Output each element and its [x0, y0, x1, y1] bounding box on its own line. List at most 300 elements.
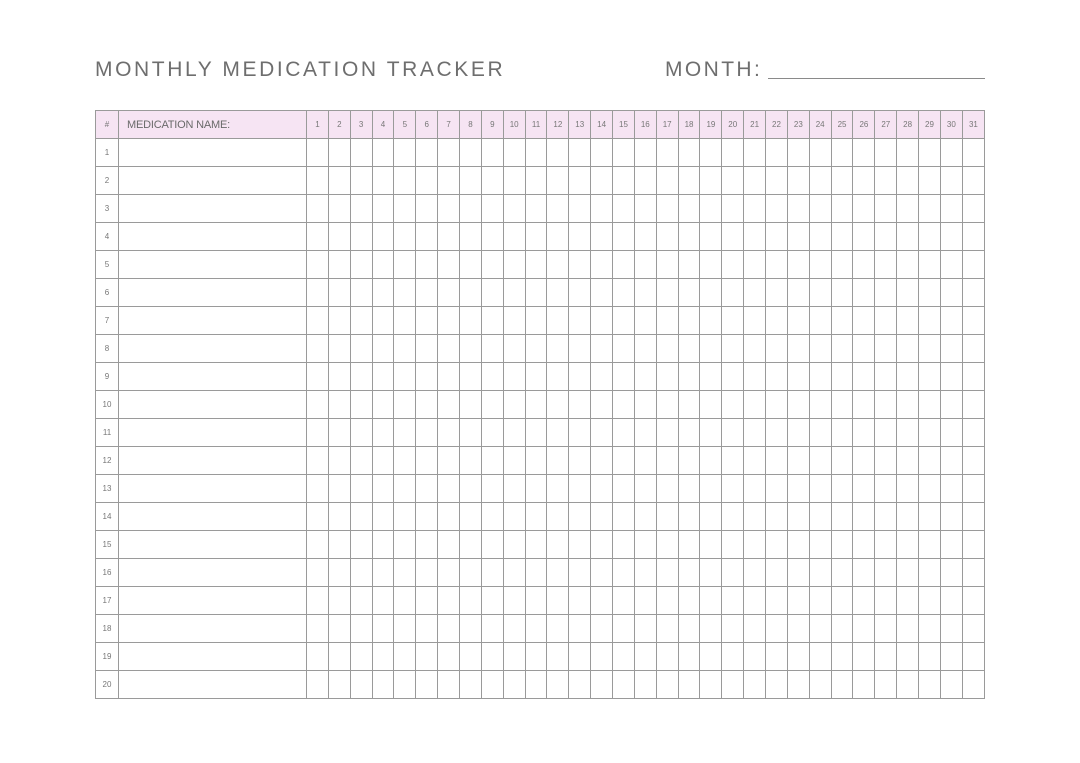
- day-check-cell[interactable]: [656, 671, 678, 699]
- day-check-cell[interactable]: [613, 391, 635, 419]
- day-check-cell[interactable]: [503, 391, 525, 419]
- day-check-cell[interactable]: [809, 531, 831, 559]
- day-check-cell[interactable]: [831, 587, 853, 615]
- day-check-cell[interactable]: [525, 167, 547, 195]
- day-check-cell[interactable]: [656, 475, 678, 503]
- day-check-cell[interactable]: [897, 279, 919, 307]
- day-check-cell[interactable]: [307, 447, 329, 475]
- day-check-cell[interactable]: [503, 671, 525, 699]
- day-check-cell[interactable]: [962, 475, 984, 503]
- day-check-cell[interactable]: [831, 475, 853, 503]
- day-check-cell[interactable]: [613, 195, 635, 223]
- day-check-cell[interactable]: [460, 167, 482, 195]
- medication-name-cell[interactable]: [119, 391, 307, 419]
- day-check-cell[interactable]: [766, 391, 788, 419]
- day-check-cell[interactable]: [831, 615, 853, 643]
- day-check-cell[interactable]: [591, 671, 613, 699]
- day-check-cell[interactable]: [591, 391, 613, 419]
- day-check-cell[interactable]: [678, 559, 700, 587]
- day-check-cell[interactable]: [831, 139, 853, 167]
- day-check-cell[interactable]: [372, 195, 394, 223]
- day-check-cell[interactable]: [787, 139, 809, 167]
- day-check-cell[interactable]: [962, 195, 984, 223]
- medication-name-cell[interactable]: [119, 447, 307, 475]
- day-check-cell[interactable]: [613, 251, 635, 279]
- day-check-cell[interactable]: [787, 391, 809, 419]
- day-check-cell[interactable]: [350, 447, 372, 475]
- day-check-cell[interactable]: [962, 419, 984, 447]
- day-check-cell[interactable]: [634, 503, 656, 531]
- day-check-cell[interactable]: [875, 475, 897, 503]
- day-check-cell[interactable]: [460, 503, 482, 531]
- day-check-cell[interactable]: [897, 419, 919, 447]
- day-check-cell[interactable]: [700, 195, 722, 223]
- day-check-cell[interactable]: [766, 643, 788, 671]
- day-check-cell[interactable]: [350, 419, 372, 447]
- day-check-cell[interactable]: [372, 139, 394, 167]
- day-check-cell[interactable]: [744, 223, 766, 251]
- day-check-cell[interactable]: [438, 195, 460, 223]
- day-check-cell[interactable]: [962, 391, 984, 419]
- day-check-cell[interactable]: [678, 335, 700, 363]
- day-check-cell[interactable]: [787, 475, 809, 503]
- day-check-cell[interactable]: [656, 503, 678, 531]
- day-check-cell[interactable]: [416, 139, 438, 167]
- day-check-cell[interactable]: [569, 615, 591, 643]
- day-check-cell[interactable]: [919, 615, 941, 643]
- day-check-cell[interactable]: [460, 643, 482, 671]
- day-check-cell[interactable]: [350, 615, 372, 643]
- day-check-cell[interactable]: [481, 671, 503, 699]
- day-check-cell[interactable]: [744, 363, 766, 391]
- day-check-cell[interactable]: [613, 279, 635, 307]
- day-check-cell[interactable]: [831, 167, 853, 195]
- day-check-cell[interactable]: [372, 223, 394, 251]
- day-check-cell[interactable]: [766, 363, 788, 391]
- day-check-cell[interactable]: [460, 391, 482, 419]
- day-check-cell[interactable]: [591, 419, 613, 447]
- day-check-cell[interactable]: [809, 419, 831, 447]
- day-check-cell[interactable]: [350, 279, 372, 307]
- day-check-cell[interactable]: [328, 139, 350, 167]
- day-check-cell[interactable]: [416, 559, 438, 587]
- day-check-cell[interactable]: [634, 279, 656, 307]
- day-check-cell[interactable]: [372, 167, 394, 195]
- day-check-cell[interactable]: [875, 335, 897, 363]
- day-check-cell[interactable]: [525, 531, 547, 559]
- day-check-cell[interactable]: [897, 503, 919, 531]
- day-check-cell[interactable]: [328, 419, 350, 447]
- day-check-cell[interactable]: [656, 559, 678, 587]
- day-check-cell[interactable]: [897, 447, 919, 475]
- day-check-cell[interactable]: [940, 251, 962, 279]
- day-check-cell[interactable]: [350, 335, 372, 363]
- day-check-cell[interactable]: [503, 167, 525, 195]
- day-check-cell[interactable]: [962, 643, 984, 671]
- day-check-cell[interactable]: [591, 475, 613, 503]
- day-check-cell[interactable]: [766, 335, 788, 363]
- day-check-cell[interactable]: [897, 391, 919, 419]
- day-check-cell[interactable]: [460, 615, 482, 643]
- day-check-cell[interactable]: [328, 559, 350, 587]
- day-check-cell[interactable]: [875, 223, 897, 251]
- day-check-cell[interactable]: [481, 363, 503, 391]
- day-check-cell[interactable]: [809, 615, 831, 643]
- day-check-cell[interactable]: [525, 251, 547, 279]
- day-check-cell[interactable]: [722, 139, 744, 167]
- day-check-cell[interactable]: [634, 223, 656, 251]
- day-check-cell[interactable]: [481, 587, 503, 615]
- day-check-cell[interactable]: [766, 419, 788, 447]
- day-check-cell[interactable]: [503, 307, 525, 335]
- day-check-cell[interactable]: [897, 363, 919, 391]
- day-check-cell[interactable]: [372, 615, 394, 643]
- day-check-cell[interactable]: [678, 139, 700, 167]
- day-check-cell[interactable]: [897, 195, 919, 223]
- day-check-cell[interactable]: [481, 335, 503, 363]
- day-check-cell[interactable]: [787, 559, 809, 587]
- day-check-cell[interactable]: [897, 139, 919, 167]
- day-check-cell[interactable]: [962, 671, 984, 699]
- day-check-cell[interactable]: [503, 419, 525, 447]
- day-check-cell[interactable]: [940, 587, 962, 615]
- day-check-cell[interactable]: [350, 363, 372, 391]
- day-check-cell[interactable]: [372, 475, 394, 503]
- day-check-cell[interactable]: [853, 531, 875, 559]
- day-check-cell[interactable]: [766, 447, 788, 475]
- day-check-cell[interactable]: [700, 279, 722, 307]
- day-check-cell[interactable]: [634, 475, 656, 503]
- day-check-cell[interactable]: [744, 671, 766, 699]
- day-check-cell[interactable]: [962, 223, 984, 251]
- day-check-cell[interactable]: [372, 643, 394, 671]
- day-check-cell[interactable]: [307, 671, 329, 699]
- day-check-cell[interactable]: [307, 419, 329, 447]
- day-check-cell[interactable]: [787, 419, 809, 447]
- day-check-cell[interactable]: [700, 363, 722, 391]
- day-check-cell[interactable]: [503, 447, 525, 475]
- day-check-cell[interactable]: [328, 643, 350, 671]
- day-check-cell[interactable]: [569, 223, 591, 251]
- day-check-cell[interactable]: [372, 279, 394, 307]
- day-check-cell[interactable]: [569, 559, 591, 587]
- day-check-cell[interactable]: [744, 139, 766, 167]
- day-check-cell[interactable]: [700, 671, 722, 699]
- day-check-cell[interactable]: [897, 307, 919, 335]
- day-check-cell[interactable]: [328, 503, 350, 531]
- day-check-cell[interactable]: [416, 475, 438, 503]
- day-check-cell[interactable]: [460, 559, 482, 587]
- day-check-cell[interactable]: [897, 671, 919, 699]
- day-check-cell[interactable]: [809, 559, 831, 587]
- day-check-cell[interactable]: [722, 503, 744, 531]
- day-check-cell[interactable]: [678, 475, 700, 503]
- day-check-cell[interactable]: [613, 503, 635, 531]
- day-check-cell[interactable]: [831, 251, 853, 279]
- day-check-cell[interactable]: [481, 279, 503, 307]
- day-check-cell[interactable]: [744, 587, 766, 615]
- medication-name-cell[interactable]: [119, 587, 307, 615]
- day-check-cell[interactable]: [613, 531, 635, 559]
- day-check-cell[interactable]: [591, 503, 613, 531]
- day-check-cell[interactable]: [722, 615, 744, 643]
- day-check-cell[interactable]: [875, 615, 897, 643]
- day-check-cell[interactable]: [940, 615, 962, 643]
- day-check-cell[interactable]: [307, 391, 329, 419]
- day-check-cell[interactable]: [809, 195, 831, 223]
- day-check-cell[interactable]: [525, 503, 547, 531]
- day-check-cell[interactable]: [744, 615, 766, 643]
- day-check-cell[interactable]: [656, 335, 678, 363]
- day-check-cell[interactable]: [656, 195, 678, 223]
- day-check-cell[interactable]: [940, 643, 962, 671]
- day-check-cell[interactable]: [787, 587, 809, 615]
- day-check-cell[interactable]: [787, 643, 809, 671]
- day-check-cell[interactable]: [416, 587, 438, 615]
- day-check-cell[interactable]: [787, 615, 809, 643]
- day-check-cell[interactable]: [940, 195, 962, 223]
- day-check-cell[interactable]: [416, 251, 438, 279]
- day-check-cell[interactable]: [875, 671, 897, 699]
- day-check-cell[interactable]: [328, 335, 350, 363]
- day-check-cell[interactable]: [350, 531, 372, 559]
- day-check-cell[interactable]: [678, 531, 700, 559]
- day-check-cell[interactable]: [700, 559, 722, 587]
- day-check-cell[interactable]: [328, 475, 350, 503]
- day-check-cell[interactable]: [328, 447, 350, 475]
- day-check-cell[interactable]: [438, 139, 460, 167]
- day-check-cell[interactable]: [525, 475, 547, 503]
- day-check-cell[interactable]: [394, 615, 416, 643]
- day-check-cell[interactable]: [962, 251, 984, 279]
- day-check-cell[interactable]: [962, 307, 984, 335]
- day-check-cell[interactable]: [328, 167, 350, 195]
- day-check-cell[interactable]: [416, 503, 438, 531]
- medication-name-cell[interactable]: [119, 307, 307, 335]
- day-check-cell[interactable]: [569, 391, 591, 419]
- day-check-cell[interactable]: [853, 363, 875, 391]
- day-check-cell[interactable]: [613, 671, 635, 699]
- day-check-cell[interactable]: [307, 335, 329, 363]
- day-check-cell[interactable]: [460, 335, 482, 363]
- day-check-cell[interactable]: [350, 223, 372, 251]
- day-check-cell[interactable]: [722, 195, 744, 223]
- day-check-cell[interactable]: [744, 475, 766, 503]
- day-check-cell[interactable]: [416, 167, 438, 195]
- day-check-cell[interactable]: [787, 447, 809, 475]
- day-check-cell[interactable]: [460, 223, 482, 251]
- day-check-cell[interactable]: [569, 335, 591, 363]
- day-check-cell[interactable]: [307, 307, 329, 335]
- medication-name-cell[interactable]: [119, 335, 307, 363]
- day-check-cell[interactable]: [525, 279, 547, 307]
- day-check-cell[interactable]: [809, 671, 831, 699]
- medication-name-cell[interactable]: [119, 363, 307, 391]
- day-check-cell[interactable]: [591, 559, 613, 587]
- day-check-cell[interactable]: [831, 391, 853, 419]
- day-check-cell[interactable]: [503, 475, 525, 503]
- day-check-cell[interactable]: [350, 475, 372, 503]
- day-check-cell[interactable]: [372, 419, 394, 447]
- medication-name-cell[interactable]: [119, 419, 307, 447]
- medication-name-cell[interactable]: [119, 167, 307, 195]
- day-check-cell[interactable]: [809, 279, 831, 307]
- medication-name-cell[interactable]: [119, 195, 307, 223]
- day-check-cell[interactable]: [460, 251, 482, 279]
- day-check-cell[interactable]: [547, 251, 569, 279]
- day-check-cell[interactable]: [394, 139, 416, 167]
- day-check-cell[interactable]: [766, 475, 788, 503]
- day-check-cell[interactable]: [656, 363, 678, 391]
- day-check-cell[interactable]: [831, 279, 853, 307]
- day-check-cell[interactable]: [656, 391, 678, 419]
- day-check-cell[interactable]: [634, 363, 656, 391]
- day-check-cell[interactable]: [328, 671, 350, 699]
- day-check-cell[interactable]: [503, 643, 525, 671]
- day-check-cell[interactable]: [656, 587, 678, 615]
- day-check-cell[interactable]: [831, 643, 853, 671]
- medication-name-cell[interactable]: [119, 615, 307, 643]
- day-check-cell[interactable]: [438, 363, 460, 391]
- day-check-cell[interactable]: [307, 615, 329, 643]
- day-check-cell[interactable]: [613, 363, 635, 391]
- day-check-cell[interactable]: [940, 307, 962, 335]
- day-check-cell[interactable]: [744, 419, 766, 447]
- day-check-cell[interactable]: [700, 223, 722, 251]
- day-check-cell[interactable]: [678, 447, 700, 475]
- medication-name-cell[interactable]: [119, 251, 307, 279]
- day-check-cell[interactable]: [394, 587, 416, 615]
- day-check-cell[interactable]: [591, 363, 613, 391]
- day-check-cell[interactable]: [962, 559, 984, 587]
- day-check-cell[interactable]: [481, 139, 503, 167]
- day-check-cell[interactable]: [394, 279, 416, 307]
- day-check-cell[interactable]: [809, 139, 831, 167]
- day-check-cell[interactable]: [919, 251, 941, 279]
- day-check-cell[interactable]: [809, 307, 831, 335]
- day-check-cell[interactable]: [547, 363, 569, 391]
- day-check-cell[interactable]: [875, 391, 897, 419]
- day-check-cell[interactable]: [722, 279, 744, 307]
- day-check-cell[interactable]: [634, 307, 656, 335]
- day-check-cell[interactable]: [613, 615, 635, 643]
- day-check-cell[interactable]: [809, 391, 831, 419]
- day-check-cell[interactable]: [350, 391, 372, 419]
- day-check-cell[interactable]: [722, 559, 744, 587]
- day-check-cell[interactable]: [766, 139, 788, 167]
- medication-name-cell[interactable]: [119, 671, 307, 699]
- day-check-cell[interactable]: [722, 587, 744, 615]
- day-check-cell[interactable]: [940, 223, 962, 251]
- day-check-cell[interactable]: [940, 475, 962, 503]
- day-check-cell[interactable]: [438, 251, 460, 279]
- medication-name-cell[interactable]: [119, 643, 307, 671]
- day-check-cell[interactable]: [634, 587, 656, 615]
- day-check-cell[interactable]: [525, 671, 547, 699]
- day-check-cell[interactable]: [460, 587, 482, 615]
- day-check-cell[interactable]: [591, 223, 613, 251]
- day-check-cell[interactable]: [831, 335, 853, 363]
- day-check-cell[interactable]: [722, 335, 744, 363]
- day-check-cell[interactable]: [547, 671, 569, 699]
- day-check-cell[interactable]: [350, 503, 372, 531]
- day-check-cell[interactable]: [438, 419, 460, 447]
- day-check-cell[interactable]: [831, 503, 853, 531]
- day-check-cell[interactable]: [744, 251, 766, 279]
- day-check-cell[interactable]: [678, 615, 700, 643]
- day-check-cell[interactable]: [787, 671, 809, 699]
- day-check-cell[interactable]: [547, 139, 569, 167]
- day-check-cell[interactable]: [350, 643, 372, 671]
- day-check-cell[interactable]: [328, 391, 350, 419]
- day-check-cell[interactable]: [678, 279, 700, 307]
- day-check-cell[interactable]: [787, 251, 809, 279]
- day-check-cell[interactable]: [481, 195, 503, 223]
- day-check-cell[interactable]: [766, 559, 788, 587]
- day-check-cell[interactable]: [591, 615, 613, 643]
- day-check-cell[interactable]: [744, 279, 766, 307]
- day-check-cell[interactable]: [722, 531, 744, 559]
- day-check-cell[interactable]: [307, 363, 329, 391]
- day-check-cell[interactable]: [328, 531, 350, 559]
- day-check-cell[interactable]: [853, 643, 875, 671]
- day-check-cell[interactable]: [722, 167, 744, 195]
- day-check-cell[interactable]: [634, 671, 656, 699]
- day-check-cell[interactable]: [350, 195, 372, 223]
- day-check-cell[interactable]: [722, 447, 744, 475]
- day-check-cell[interactable]: [350, 307, 372, 335]
- day-check-cell[interactable]: [307, 279, 329, 307]
- day-check-cell[interactable]: [481, 531, 503, 559]
- day-check-cell[interactable]: [722, 363, 744, 391]
- day-check-cell[interactable]: [656, 139, 678, 167]
- day-check-cell[interactable]: [766, 223, 788, 251]
- day-check-cell[interactable]: [831, 363, 853, 391]
- day-check-cell[interactable]: [919, 643, 941, 671]
- medication-name-cell[interactable]: [119, 279, 307, 307]
- day-check-cell[interactable]: [307, 531, 329, 559]
- day-check-cell[interactable]: [481, 503, 503, 531]
- day-check-cell[interactable]: [897, 531, 919, 559]
- day-check-cell[interactable]: [809, 335, 831, 363]
- day-check-cell[interactable]: [897, 643, 919, 671]
- day-check-cell[interactable]: [372, 447, 394, 475]
- day-check-cell[interactable]: [591, 643, 613, 671]
- day-check-cell[interactable]: [634, 139, 656, 167]
- day-check-cell[interactable]: [372, 251, 394, 279]
- day-check-cell[interactable]: [547, 307, 569, 335]
- day-check-cell[interactable]: [809, 447, 831, 475]
- day-check-cell[interactable]: [547, 391, 569, 419]
- day-check-cell[interactable]: [547, 475, 569, 503]
- day-check-cell[interactable]: [678, 167, 700, 195]
- day-check-cell[interactable]: [569, 447, 591, 475]
- day-check-cell[interactable]: [438, 447, 460, 475]
- day-check-cell[interactable]: [569, 167, 591, 195]
- day-check-cell[interactable]: [897, 251, 919, 279]
- day-check-cell[interactable]: [613, 139, 635, 167]
- day-check-cell[interactable]: [547, 643, 569, 671]
- day-check-cell[interactable]: [940, 419, 962, 447]
- day-check-cell[interactable]: [700, 531, 722, 559]
- day-check-cell[interactable]: [853, 251, 875, 279]
- day-check-cell[interactable]: [962, 615, 984, 643]
- day-check-cell[interactable]: [438, 587, 460, 615]
- day-check-cell[interactable]: [438, 167, 460, 195]
- day-check-cell[interactable]: [328, 363, 350, 391]
- day-check-cell[interactable]: [897, 335, 919, 363]
- day-check-cell[interactable]: [809, 643, 831, 671]
